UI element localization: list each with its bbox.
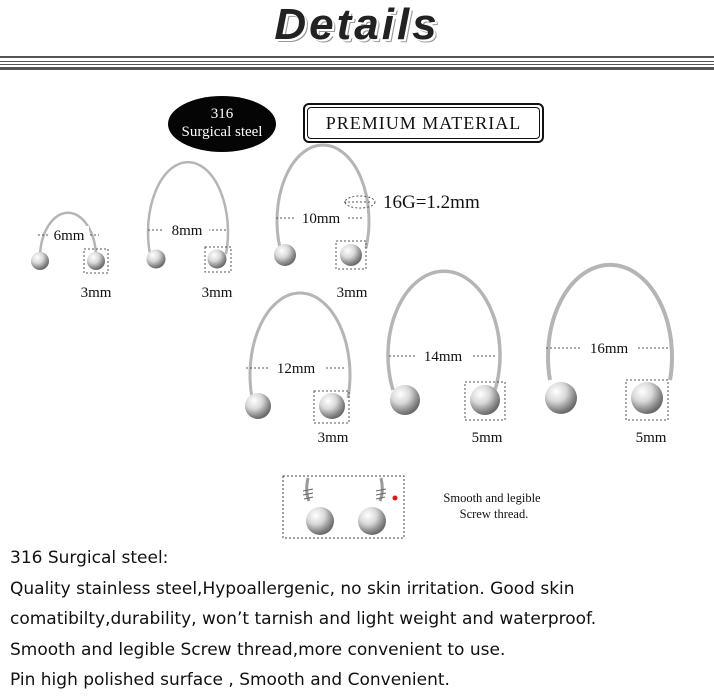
description-line: Pin high polished surface , Smooth and Convenient.	[10, 670, 450, 690]
ring-diameter-label: 6mm	[53, 228, 85, 244]
ball-icon	[87, 252, 105, 270]
ring-14mm	[388, 271, 505, 446]
ball-icon	[31, 252, 49, 270]
ball-icon	[208, 250, 227, 269]
ring-diameter-label: 8mm	[171, 223, 203, 239]
ball-size-label: 5mm	[471, 430, 503, 446]
premium-material-badge: PREMIUM MATERIAL	[303, 103, 544, 143]
ring-10mm	[274, 145, 480, 301]
gauge-label: 16G=1.2mm	[383, 192, 480, 213]
ring-6mm	[31, 213, 112, 301]
description-heading: 316 Surgical steel:	[10, 548, 169, 568]
thread-note-line2: Screw thread.	[459, 507, 529, 521]
thread-detail	[283, 476, 541, 538]
description-line: Smooth and legible Screw thread,more convenient to use.	[10, 639, 506, 660]
ring-8mm	[147, 162, 233, 301]
description-line: Quality stainless steel,Hypoallergenic, no skin irritation. Good skin	[10, 578, 575, 599]
ring-12mm	[245, 293, 350, 446]
ring-16mm	[545, 265, 672, 446]
marker-dot-icon	[393, 496, 398, 501]
page-title: Details	[274, 0, 440, 49]
ball-size-label: 3mm	[80, 285, 112, 301]
ball-icon	[147, 250, 166, 269]
material-name: Surgical steel	[181, 124, 263, 140]
ring-diameter-label: 10mm	[301, 211, 341, 227]
ball-size-label: 3mm	[336, 285, 368, 301]
ball-icon	[390, 385, 420, 415]
ring-diameter-label: 16mm	[589, 341, 629, 357]
ball-icon	[631, 382, 663, 414]
description-line: comatibilty,durability, won’t tarnish and light weight and waterproof.	[10, 609, 597, 629]
ball-size-label: 3mm	[201, 285, 233, 301]
description	[10, 543, 710, 696]
thread-note-line1: Smooth and legible	[443, 491, 541, 505]
material-grade: 316	[210, 106, 234, 122]
ball-icon	[274, 244, 296, 266]
ball-icon	[545, 382, 577, 414]
ball-icon	[319, 393, 345, 419]
ball-size-label: 3mm	[317, 430, 349, 446]
ring-diameter-label: 12mm	[276, 361, 316, 377]
ring-diameter-label: 14mm	[423, 349, 463, 365]
ball-icon	[358, 507, 386, 535]
ball-size-label: 5mm	[635, 430, 667, 446]
ball-icon	[470, 385, 500, 415]
ball-icon	[306, 507, 334, 535]
ball-icon	[340, 244, 362, 266]
ball-icon	[245, 393, 271, 419]
